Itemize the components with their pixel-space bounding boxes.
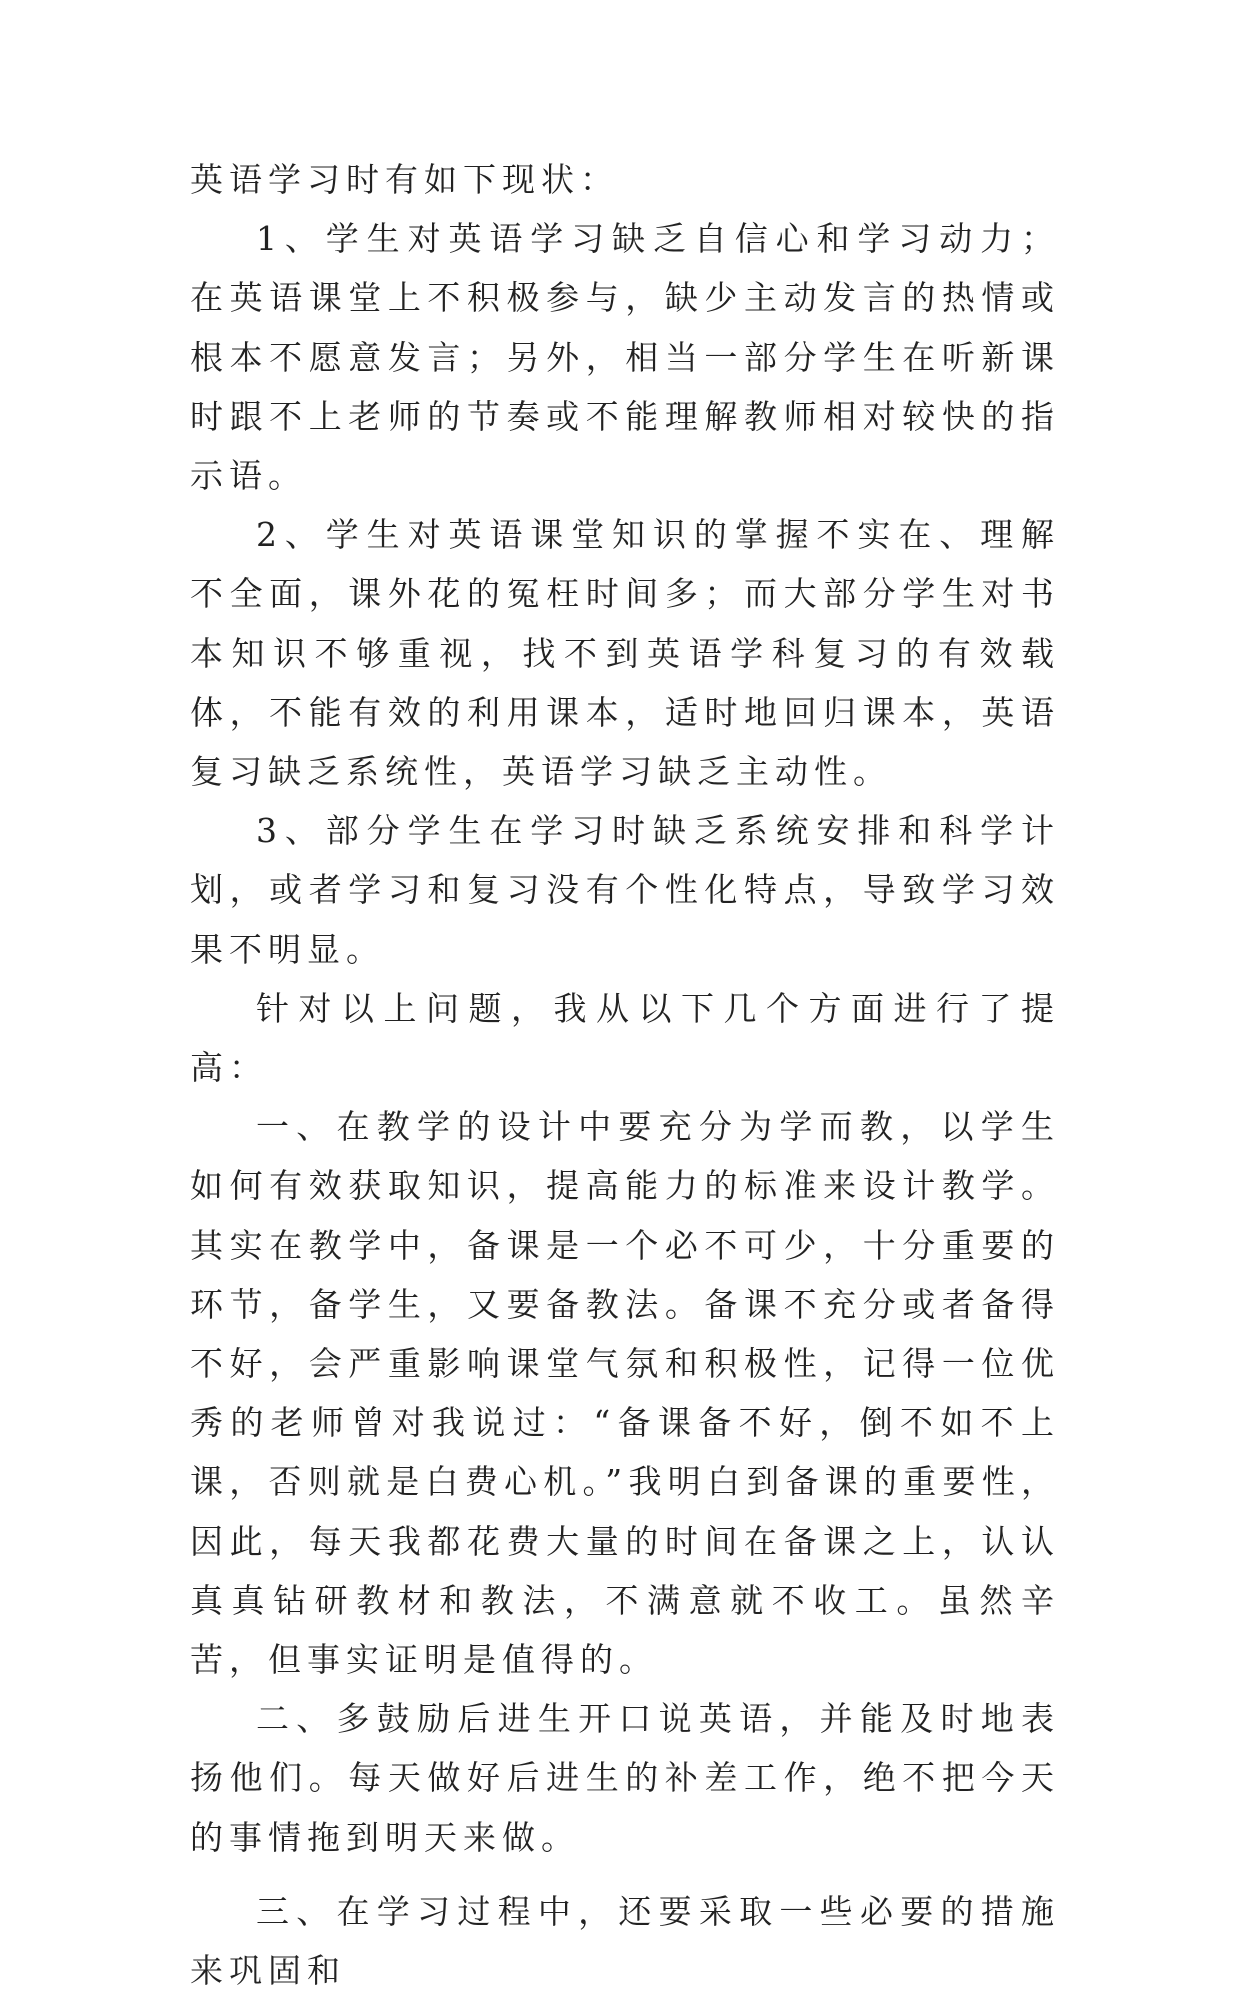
- document-page: [190, 150, 1060, 2000]
- paragraph-measure-3: 三、在学习过程中，还要采取一些必要的措施来巩固和: [190, 1891, 1060, 1991]
- paragraph-issue-2: 2、学生对英语课堂知识的掌握不实在、理解不全面，课外花的冤枉时间多；而大部分学生对书本知识不够重视，找不到英语学科复习的有效载体，不能有效的利用课本，适时地回归课本，英语复习缺乏系统性，英语学习缺乏主动性。: [190, 515, 1060, 792]
- paragraph-measure-2: 二、多鼓励后进生开口说英语，并能及时地表扬他们。每天做好后进生的补差工作，绝不把今天的事情拖到明天来做。: [190, 1699, 1060, 1857]
- paragraph-issue-1: 1、学生对英语学习缺乏自信心和学习动力；在英语课堂上不积极参与，缺少主动发言的热情或根本不愿意发言；另外，相当一部分学生在听新课时跟不上老师的节奏或不能理解教师相对较快的指示语。: [190, 219, 1060, 496]
- paragraph-transition: 针对以上问题，我从以下几个方面进行了提高：: [190, 988, 1060, 1088]
- paragraph-measure-1: 一、在教学的设计中要充分为学而教，以学生如何有效获取知识，提高能力的标准来设计教学。其实在教学中，备课是一个必不可少，十分重要的环节，备学生，又要备教法。备课不充分或者备得不好，会严重影响课堂气氛和积极性，记得一位优秀的老师曾对我说过：“备课备不好，倒不如不上课，否则就是白费心机。”我明白到备课的重要性，因此，每天我都花费大量的时间在备课之上，认认真真钻研教材和教法，不满意就不收工。虽然辛苦，但事实证明是值得的。: [190, 1107, 1060, 1680]
- paragraph-intro: 英语学习时有如下现状：: [190, 160, 619, 199]
- paragraph-issue-3: 3、部分学生在学习时缺乏系统安排和科学计划，或者学习和复习没有个性化特点，导致学习效果不明显。: [190, 811, 1060, 969]
